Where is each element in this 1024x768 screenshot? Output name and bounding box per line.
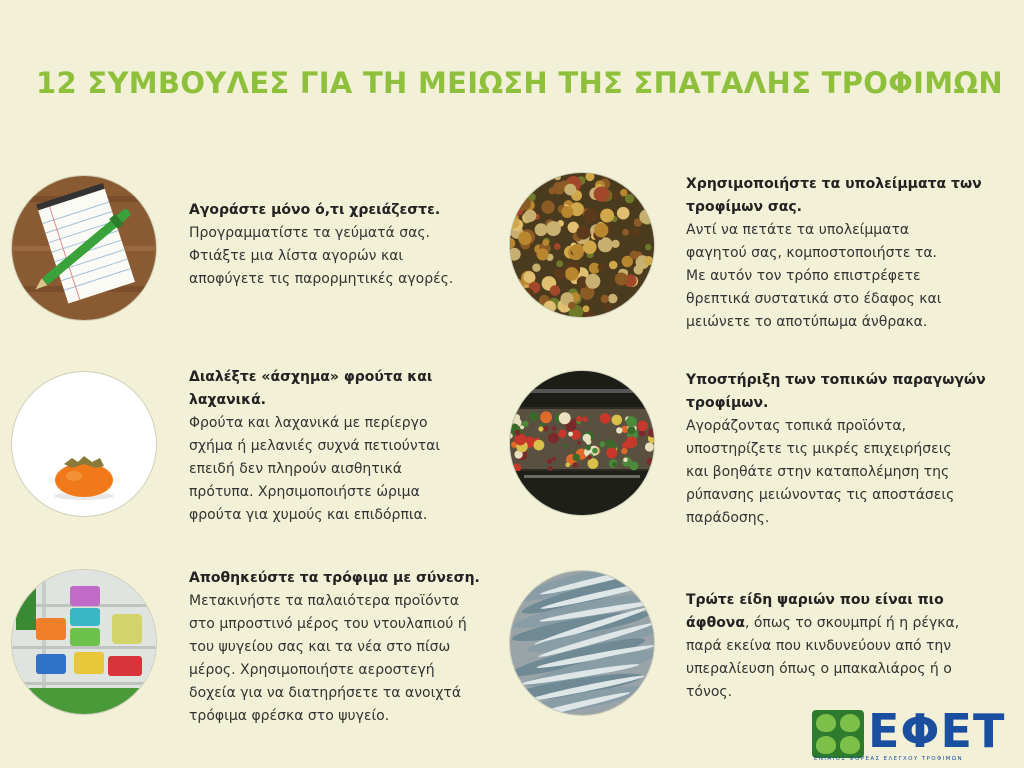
tip-5 [189, 567, 499, 728]
tip-4-heading-1: Υποστήριξη των τοπικών παραγωγών [686, 372, 986, 388]
tip-5-line-1: Μετακινήστε τα παλαιότερα προϊόντα [189, 593, 460, 609]
tip-1-line-3: αποφύγετε τις παρορμητικές αγορές. [189, 271, 454, 287]
tip-2-heading-2: τροφίμων σας. [686, 199, 802, 215]
tip-1-heading: Αγοράστε μόνο ό,τι χρειάζεστε. [189, 202, 441, 218]
tip-6-rest: , όπως το σκουμπρί ή η ρέγκα, [744, 615, 960, 631]
tip-4-heading-2: τροφίμων. [686, 395, 769, 411]
tip-4-line-1: Αγοράζοντας τοπικά προϊόντα, [686, 418, 907, 434]
tip-4-line-3: και βοηθάτε στην καταπολέμηση της [686, 464, 950, 480]
tip-6-line-3: τόνος. [686, 684, 733, 700]
tip-4-line-5: παράδοσης. [686, 510, 770, 526]
tip-6-line-1: παρά εκείνα που κινδυνεύουν από την [686, 638, 952, 654]
tip-2-line-3: Με αυτόν τον τρόπο επιστρέφετε [686, 268, 921, 284]
efet-logo-mark-icon [812, 710, 864, 758]
notepad-pen-photo [12, 176, 156, 320]
compost-photo [510, 173, 654, 317]
page-title: 12 ΣΥΜΒΟΥΛΕΣ ΓΙΑ ΤΗ ΜΕΙΩΣΗ ΤΗΣ ΣΠΑΤΑΛΗΣ ΤΡΟΦΙΜΩΝ [36, 66, 1003, 100]
tip-2-line-2: φαγητού σας, κομποστοποιήστε τα. [686, 245, 938, 261]
tip-2-heading-1: Χρησιμοποιήστε τα υπολείμματα των [686, 176, 982, 192]
tip-6-line-2: υπεραλίευση όπως ο μπακαλιάρος ή ο [686, 661, 952, 677]
market-stall-photo [510, 371, 654, 515]
tip-2-line-1: Αντί να πετάτε τα υπολείμματα [686, 222, 910, 238]
efet-logo-word: ΕΦΕΤ [868, 704, 1006, 758]
tip-5-line-6: τρόφιμα φρέσκα στο ψυγείο. [189, 708, 390, 724]
tip-2-line-5: μειώνετε το αποτύπωμα άνθρακα. [686, 314, 928, 330]
tip-3-heading-2: λαχανικά. [189, 392, 266, 408]
tip-5-line-5: δοχεία για να διατηρήσετε τα ανοιχτά [189, 685, 462, 701]
tip-6-heading-1: Τρώτε είδη ψαριών που είναι πιο [686, 592, 944, 608]
tip-2 [686, 173, 1006, 334]
tip-1 [189, 199, 489, 291]
tip-4-line-4: ρύπανσης μειώνοντας τις αποστάσεις [686, 487, 955, 503]
fridge-photo [12, 570, 156, 714]
tip-3-line-5: φρούτα για χυμούς και επιδόρπια. [189, 507, 428, 523]
tip-6 [686, 589, 1008, 704]
tip-3-line-3: επειδή δεν πληρούν αισθητικά [189, 461, 402, 477]
tip-6-heading-2: άφθονα [686, 615, 745, 631]
tip-2-line-4: θρεπτικά συστατικά στο έδαφος και [686, 291, 942, 307]
efet-logo [812, 704, 1018, 764]
persimmon-photo [12, 372, 156, 516]
tip-4-line-2: υποστηρίζετε τις μικρές επιχειρήσεις [686, 441, 952, 457]
tip-4 [686, 369, 1006, 530]
tip-5-line-4: μέρος. Χρησιμοποιήστε αεροστεγή [189, 662, 435, 678]
tip-5-line-2: στο μπροστινό μέρος του ντουλαπιού ή [189, 616, 467, 632]
tip-3-line-2: σχήμα ή μελανιές συχνά πετιούνται [189, 438, 441, 454]
tip-3-line-4: πρότυπα. Χρησιμοποιήστε ώριμα [189, 484, 420, 500]
tip-3-line-1: Φρούτα και λαχανικά με περίεργο [189, 415, 428, 431]
tip-1-line-2: Φτιάξτε μια λίστα αγορών και [189, 248, 404, 264]
mackerel-photo [510, 571, 654, 715]
efet-logo-subtitle: ΕΝΙΑΙΟΣ ΦΟΡΕΑΣ ΕΛΕΓΧΟΥ ΤΡΟΦΙΜΩΝ [814, 756, 963, 762]
tip-5-heading: Αποθηκεύστε τα τρόφιμα με σύνεση. [189, 570, 480, 586]
tip-1-line-1: Προγραμματίστε τα γεύματά σας. [189, 225, 430, 241]
tip-3 [189, 366, 489, 527]
tip-5-line-3: του ψυγείου σας και τα νέα στο πίσω [189, 639, 451, 655]
tip-3-heading-1: Διαλέξτε «άσχημα» φρούτα και [189, 369, 433, 385]
